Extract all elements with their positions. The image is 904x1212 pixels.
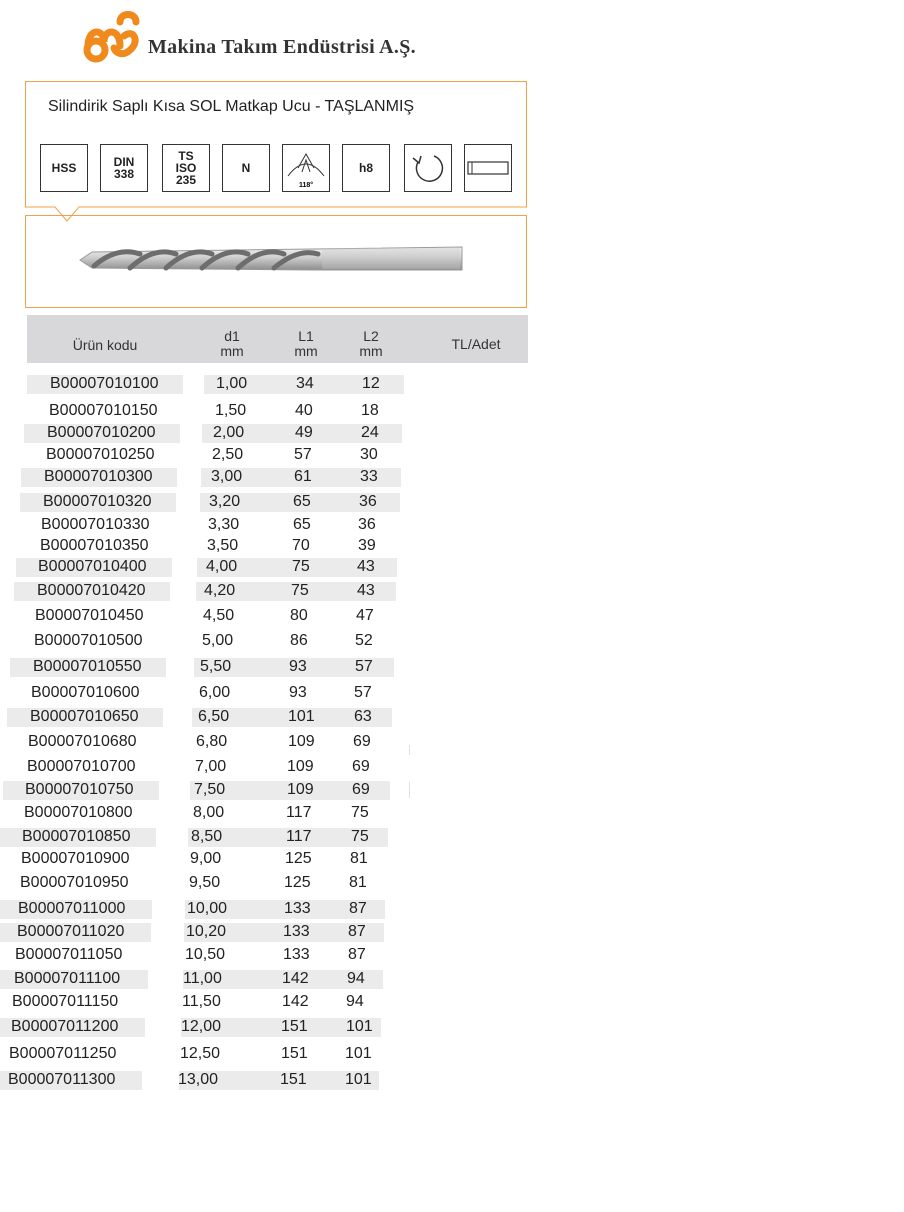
header-l2: L2 mm bbox=[359, 328, 383, 359]
product-code-cell: B00007010950 bbox=[20, 874, 129, 891]
l2-cell: 94 bbox=[347, 970, 365, 987]
l1-cell: 133 bbox=[284, 900, 311, 917]
product-code-cell: B00007010330 bbox=[41, 516, 150, 533]
din-338-icon: DIN 338 bbox=[100, 144, 148, 192]
d1-cell: 3,50 bbox=[207, 537, 239, 554]
l2-cell: 69 bbox=[352, 781, 370, 798]
product-code-cell: B00007011300 bbox=[8, 1071, 116, 1088]
hss-icon: HSS bbox=[40, 144, 88, 192]
l2-cell: 36 bbox=[359, 493, 377, 510]
d1-cell: 1,50 bbox=[215, 402, 247, 419]
d1-cell: 12,50 bbox=[180, 1045, 221, 1062]
d1-cell: 1,00 bbox=[216, 375, 248, 392]
d1-cell: 11,50 bbox=[182, 993, 221, 1010]
l1-cell: 34 bbox=[296, 375, 314, 392]
l2-cell: 87 bbox=[348, 923, 366, 940]
d1-cell: 10,00 bbox=[187, 900, 228, 917]
d1-cell: 9,50 bbox=[189, 874, 221, 891]
product-code-cell: B00007011100 bbox=[14, 970, 121, 987]
l2-cell: 87 bbox=[348, 946, 366, 963]
l1-cell: 133 bbox=[283, 923, 310, 940]
l2-cell: 101 bbox=[345, 1071, 372, 1088]
l2-cell: 101 bbox=[345, 1045, 372, 1062]
d1-cell: 2,00 bbox=[213, 424, 245, 441]
product-code-cell: B00007010750 bbox=[25, 781, 134, 798]
l1-cell: 61 bbox=[294, 468, 312, 485]
l2-cell: 18 bbox=[361, 402, 379, 419]
l1-cell: 75 bbox=[292, 558, 310, 575]
l2-cell: 57 bbox=[355, 658, 373, 675]
d1-cell: 5,50 bbox=[200, 658, 232, 675]
product-code-cell: B00007010600 bbox=[31, 684, 140, 701]
product-code-cell: B00007011050 bbox=[15, 946, 123, 963]
l2-cell: 87 bbox=[349, 900, 367, 917]
d1-cell: 11,00 bbox=[183, 970, 222, 987]
d1-cell: 4,20 bbox=[204, 582, 236, 599]
d1-cell: 6,00 bbox=[199, 684, 231, 701]
l2-cell: 69 bbox=[352, 758, 370, 775]
product-code-cell: B00007010400 bbox=[38, 558, 147, 575]
l2-cell: 36 bbox=[358, 516, 376, 533]
l1-cell: 125 bbox=[284, 874, 311, 891]
l1-cell: 109 bbox=[288, 733, 315, 750]
l1-cell: 117 bbox=[286, 828, 312, 845]
l2-cell: 12 bbox=[362, 375, 380, 392]
l1-cell: 80 bbox=[290, 607, 308, 624]
product-code-cell: B00007010420 bbox=[37, 582, 146, 599]
d1-cell: 9,00 bbox=[190, 850, 222, 867]
l1-cell: 101 bbox=[288, 708, 315, 725]
ts-iso-235-icon: TS ISO 235 bbox=[162, 144, 210, 192]
l2-cell: 81 bbox=[349, 874, 367, 891]
d1-cell: 2,50 bbox=[212, 446, 244, 463]
l1-cell: 86 bbox=[290, 632, 308, 649]
l2-cell: 75 bbox=[351, 828, 369, 845]
left-rotation-icon bbox=[404, 144, 452, 192]
product-code-cell: B00007011200 bbox=[11, 1018, 119, 1035]
drill-bit-image bbox=[72, 236, 464, 278]
d1-cell: 3,00 bbox=[211, 468, 243, 485]
l1-cell: 151 bbox=[281, 1018, 308, 1035]
product-code-cell: B00007011150 bbox=[12, 993, 119, 1010]
l1-cell: 75 bbox=[291, 582, 309, 599]
l2-cell: 63 bbox=[354, 708, 372, 725]
product-code-cell: B00007010100 bbox=[50, 375, 159, 392]
d1-cell: 7,50 bbox=[194, 781, 226, 798]
l1-cell: 57 bbox=[294, 446, 312, 463]
l1-cell: 151 bbox=[281, 1045, 308, 1062]
l2-cell: 57 bbox=[354, 684, 372, 701]
product-code-cell: B00007011000 bbox=[18, 900, 126, 917]
d1-cell: 7,00 bbox=[195, 758, 227, 775]
cylindrical-shank-icon bbox=[464, 144, 512, 192]
l1-cell: 93 bbox=[289, 684, 307, 701]
l1-cell: 109 bbox=[287, 781, 314, 798]
header-price: TL/Adet bbox=[451, 336, 501, 352]
d1-cell: 13,00 bbox=[178, 1071, 219, 1088]
l1-cell: 117 bbox=[286, 804, 312, 821]
d1-cell: 5,00 bbox=[202, 632, 234, 649]
l1-cell: 65 bbox=[293, 516, 311, 533]
product-code-cell: B00007010680 bbox=[28, 733, 137, 750]
product-code-cell: B00007010320 bbox=[43, 493, 152, 510]
l2-cell: 81 bbox=[350, 850, 368, 867]
d1-cell: 3,20 bbox=[209, 493, 241, 510]
product-code-cell: B00007010150 bbox=[49, 402, 158, 419]
l1-cell: 49 bbox=[295, 424, 313, 441]
l2-cell: 52 bbox=[355, 632, 373, 649]
l2-cell: 75 bbox=[351, 804, 369, 821]
d1-cell: 6,80 bbox=[196, 733, 228, 750]
product-code-cell: B00007010450 bbox=[35, 607, 144, 624]
product-code-cell: B00007011250 bbox=[9, 1045, 117, 1062]
product-code-cell: B00007010500 bbox=[34, 632, 143, 649]
l2-cell: 69 bbox=[353, 733, 371, 750]
l2-cell: 24 bbox=[361, 424, 379, 441]
d1-cell: 3,30 bbox=[208, 516, 240, 533]
l1-cell: 142 bbox=[282, 970, 309, 987]
l1-cell: 125 bbox=[285, 850, 312, 867]
column-rule bbox=[409, 782, 410, 798]
d1-cell: 6,50 bbox=[198, 708, 230, 725]
l1-cell: 133 bbox=[283, 946, 310, 963]
company-name: Makina Takım Endüstrisi A.Ş. bbox=[148, 36, 416, 58]
d1-cell: 4,00 bbox=[206, 558, 238, 575]
l2-cell: 33 bbox=[360, 468, 378, 485]
product-code-cell: B00007010700 bbox=[27, 758, 136, 775]
l1-cell: 151 bbox=[280, 1071, 307, 1088]
product-title: Silindirik Saplı Kısa SOL Matkap Ucu - TAŞLANMIŞ bbox=[48, 98, 415, 115]
product-code-cell: B00007010300 bbox=[44, 468, 153, 485]
header-d1: d1 mm bbox=[220, 328, 244, 359]
l2-cell: 39 bbox=[358, 537, 376, 554]
d1-cell: 10,20 bbox=[186, 923, 227, 940]
product-code-cell: B00007010550 bbox=[33, 658, 142, 675]
l1-cell: 93 bbox=[289, 658, 307, 675]
d1-cell: 10,50 bbox=[185, 946, 226, 963]
l2-cell: 47 bbox=[356, 607, 374, 624]
product-code-cell: B00007010850 bbox=[22, 828, 131, 845]
l2-cell: 43 bbox=[357, 582, 375, 599]
panel-pointer-divider bbox=[0, 0, 904, 240]
product-code-cell: B00007010250 bbox=[46, 446, 155, 463]
header-l1: L1 mm bbox=[294, 328, 318, 359]
d1-cell: 8,00 bbox=[193, 804, 225, 821]
type-n-icon: N bbox=[222, 144, 270, 192]
l1-cell: 142 bbox=[282, 993, 309, 1010]
tolerance-h8-icon: h8 bbox=[342, 144, 390, 192]
product-code-cell: B00007010350 bbox=[40, 537, 149, 554]
l1-cell: 40 bbox=[295, 402, 313, 419]
l1-cell: 109 bbox=[287, 758, 314, 775]
l2-cell: 101 bbox=[346, 1018, 373, 1035]
product-code-cell: B00007010900 bbox=[21, 850, 130, 867]
l2-cell: 43 bbox=[357, 558, 375, 575]
product-code-cell: B00007010650 bbox=[30, 708, 139, 725]
product-code-cell: B00007011020 bbox=[17, 923, 125, 940]
l1-cell: 65 bbox=[293, 493, 311, 510]
product-code-cell: B00007010800 bbox=[24, 804, 133, 821]
d1-cell: 4,50 bbox=[203, 607, 235, 624]
point-angle-icon bbox=[282, 144, 330, 192]
d1-cell: 12,00 bbox=[181, 1018, 222, 1035]
d1-cell: 8,50 bbox=[191, 828, 223, 845]
column-rule bbox=[409, 745, 410, 755]
l2-cell: 30 bbox=[360, 446, 378, 463]
l1-cell: 70 bbox=[292, 537, 310, 554]
product-code-cell: B00007010200 bbox=[47, 424, 156, 441]
header-product-code: Ürün kodu bbox=[72, 337, 138, 353]
l2-cell: 94 bbox=[346, 993, 364, 1010]
svg-text:118°: 118° bbox=[298, 182, 314, 189]
